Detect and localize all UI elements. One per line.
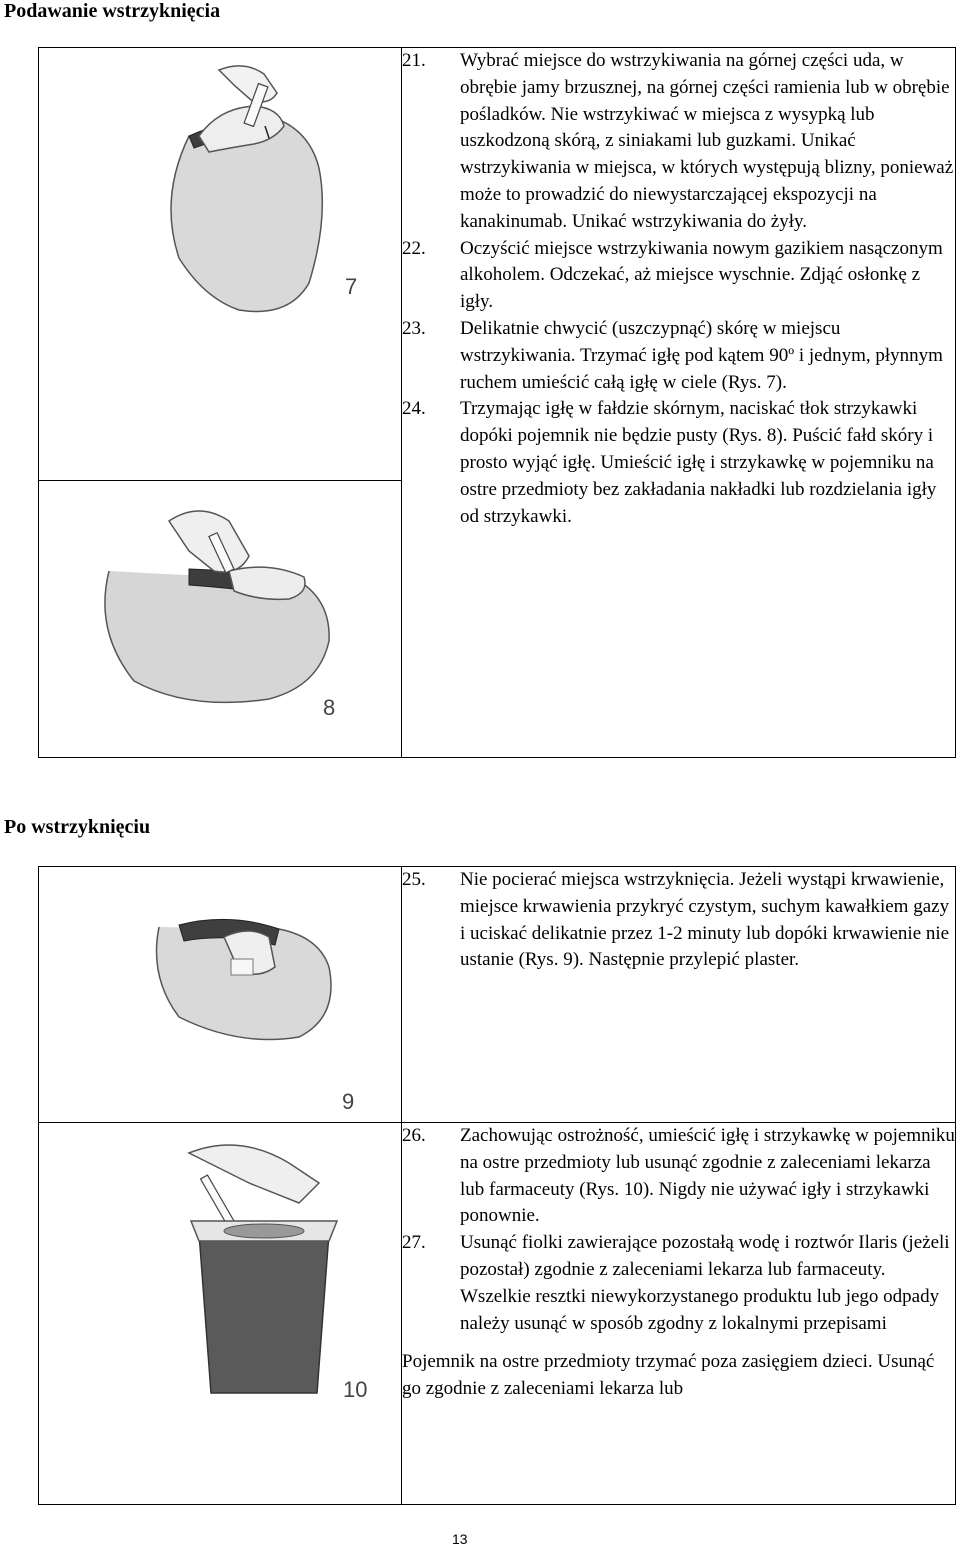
- step-24-text: Trzymając igłę w fałdzie skórnym, naciskać tłok strzykawki dopóki pojemnik nie będzie pusty (Rys. 8). Puścić fałd skóry i prosto wyjąć igłę. Umieścić igłę i strzykawkę w pojemniku na ostre przedmioty bez zakładania nakładki lub rozdzielania igły od strzykawki.: [460, 398, 937, 527]
- step-24: [402, 396, 955, 530]
- figure-8-label: 8: [323, 695, 336, 720]
- step-23: [402, 316, 955, 396]
- injection-steps-table: [38, 47, 956, 758]
- figure-9-cell: [39, 867, 402, 1123]
- step-24-number: 24.: [402, 398, 426, 420]
- thigh-injection-illustration: [39, 48, 399, 480]
- page-number: 13: [452, 1531, 468, 1547]
- step-26: [402, 1123, 955, 1230]
- figure-7-cell: [39, 48, 402, 481]
- plunger-press-illustration: [39, 481, 399, 757]
- step-26-text: Zachowując ostrożność, umieścić igłę i strzykawkę w pojemniku na ostre przedmioty lub usunąć zgodnie z zaleceniami lekarza lub farmaceuty (Rys. 10). Nigdy nie używać igły i strzykawki ponownie.: [460, 1125, 955, 1227]
- section-heading-after-injection: Po wstrzyknięciu: [4, 816, 151, 838]
- after-step-25-cell: [402, 867, 956, 1123]
- gauze-pressure-illustration: [39, 867, 399, 1122]
- figure-10-label: 10: [343, 1377, 368, 1402]
- step-23-text: Delikatnie chwycić (uszczypnąć) skórę w miejscu wstrzykiwania. Trzymać igłę pod kątem 90º i jednym, płynnym ruchem umieścić całą igłę w ciele (Rys. 7).: [460, 317, 943, 393]
- step-21-number: 21.: [402, 50, 426, 71]
- step-22: [402, 236, 955, 316]
- step-27-text: Usunąć fiolki zawierające pozostałą wodę i roztwór Ilaris (jeżeli pozostał) zgodnie z zaleceniami lekarza lub farmaceuty. Wszelkie resztki niewykorzystanego produktu lub jego odpady należy usunąć w sposób zgodny z lokalnymi przepisami: [460, 1232, 950, 1334]
- figure-8-cell: [39, 481, 402, 758]
- figure-7-label: 7: [345, 274, 358, 299]
- step-22-text: Oczyścić miejsce wstrzykiwania nowym gazikiem nasączonym alkoholem. Odczekać, aż miejsce wyschnie. Zdjąć osłonkę z igły.: [460, 237, 943, 313]
- step-22-number: 22.: [402, 237, 426, 259]
- steps-list: [402, 48, 955, 530]
- step-26-number: 26.: [402, 1125, 426, 1146]
- figure-10-cell: [39, 1123, 402, 1505]
- after-steps-26-27-cell: [402, 1123, 956, 1505]
- steps-text-cell: [402, 48, 956, 758]
- step-25-text: Nie pocierać miejsca wstrzyknięcia. Jeżeli wystąpi krwawienie, miejsce krwawienia przykryć czystym, suchym kawałkiem gazy i uciskać delikatnie przez 1-2 minuty lub dopóki krwawienie nie ustanie (Rys. 9). Następnie przylepić plaster.: [460, 869, 950, 971]
- step-23-number: 23.: [402, 317, 426, 339]
- step-21: [402, 48, 955, 236]
- figure-9-label: 9: [342, 1089, 355, 1114]
- step-25: [402, 867, 955, 974]
- sharps-container-note: Pojemnik na ostre przedmioty trzymać poza zasięgiem dzieci. Usunąć go zgodnie z zaleceniami lekarza lub: [402, 1351, 935, 1400]
- step-27-number: 27.: [402, 1232, 426, 1254]
- after-injection-table: [38, 866, 956, 1505]
- step-21-text: Wybrać miejsce do wstrzykiwania na górnej części uda, w obrębie jamy brzusznej, na górnej części ramienia lub w obrębie pośladków. Nie wstrzykiwać w miejsca z wysypką lub uszkodzoną skórą, z siniakami lub guzkami. Unikać wstrzykiwania w miejsca, w których występują blizny, ponieważ może to prowadzić do niewystarczającej ekspozycji na kanakinumab. Unikać wstrzykiwania do żyły.: [460, 50, 954, 232]
- after-steps-list-b: [402, 1123, 955, 1337]
- section-heading-injection: Podawanie wstrzyknięcia: [4, 0, 221, 22]
- step-27: [402, 1230, 955, 1337]
- step-25-number: 25.: [402, 869, 426, 890]
- after-steps-list-a: [402, 867, 955, 974]
